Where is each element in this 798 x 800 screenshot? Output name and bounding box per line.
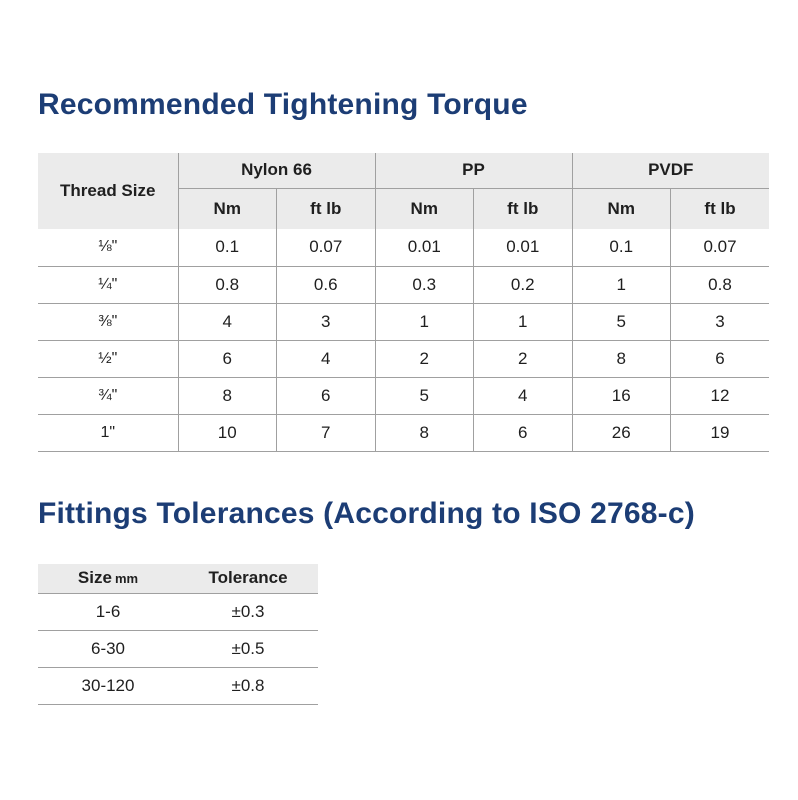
torque-value-cell: 0.07 xyxy=(277,229,376,266)
torque-value-cell: 2 xyxy=(474,340,573,377)
torque-value-cell: 6 xyxy=(178,340,277,377)
torque-value-cell: 5 xyxy=(375,377,474,414)
torque-table-body xyxy=(38,229,769,451)
torque-table-row xyxy=(38,266,769,303)
size-header-label: Size xyxy=(77,568,112,588)
torque-table-header xyxy=(38,153,769,229)
thread-size-cell: ⅜" xyxy=(38,303,178,340)
torque-section-title: Recommended Tightening Torque xyxy=(38,88,528,121)
material-header-pvdf: PVDF xyxy=(572,153,769,188)
torque-table-row xyxy=(38,414,769,451)
torque-table xyxy=(38,153,769,452)
torque-value-cell: 0.1 xyxy=(572,229,671,266)
torque-value-cell: 4 xyxy=(277,340,376,377)
torque-table-row xyxy=(38,377,769,414)
tolerance-value-cell: ±0.5 xyxy=(178,631,318,668)
torque-value-cell: 6 xyxy=(671,340,770,377)
material-header-nylon66: Nylon 66 xyxy=(178,153,375,188)
torque-value-cell: 0.6 xyxy=(277,266,376,303)
torque-value-cell: 8 xyxy=(375,414,474,451)
size-range-cell: 1-6 xyxy=(38,594,178,631)
torque-value-cell: 7 xyxy=(277,414,376,451)
torque-value-cell: 4 xyxy=(474,377,573,414)
unit-header-ftlb: ft lb xyxy=(474,188,573,229)
torque-value-cell: 0.2 xyxy=(474,266,573,303)
thread-size-cell: ¾" xyxy=(38,377,178,414)
unit-header-ftlb: ft lb xyxy=(671,188,770,229)
torque-value-cell: 16 xyxy=(572,377,671,414)
torque-value-cell: 4 xyxy=(178,303,277,340)
unit-header-ftlb: ft lb xyxy=(277,188,376,229)
torque-value-cell: 1 xyxy=(375,303,474,340)
torque-value-cell: 8 xyxy=(572,340,671,377)
material-header-pp: PP xyxy=(375,153,572,188)
size-range-cell: 6-30 xyxy=(38,631,178,668)
tolerance-section-title: Fittings Tolerances (According to ISO 2768-c) xyxy=(38,496,695,530)
torque-value-cell: 5 xyxy=(572,303,671,340)
tolerance-table-header xyxy=(38,564,318,594)
unit-header-nm: Nm xyxy=(572,188,671,229)
torque-value-cell: 26 xyxy=(572,414,671,451)
torque-value-cell: 3 xyxy=(671,303,770,340)
tolerance-header-row xyxy=(38,564,318,594)
thread-size-cell: ⅛" xyxy=(98,238,118,256)
tolerance-table-row xyxy=(38,668,318,705)
tolerance-value-cell: ±0.3 xyxy=(178,594,318,631)
torque-value-cell: 1 xyxy=(572,266,671,303)
tolerance-table-body xyxy=(38,594,318,705)
tolerance-value-cell: ±0.8 xyxy=(178,668,318,705)
torque-table-row xyxy=(38,303,769,340)
tolerance-table-row xyxy=(38,631,318,668)
size-range-cell: 30-120 xyxy=(38,668,178,705)
size-header-cell xyxy=(38,564,178,594)
torque-value-cell: 0.01 xyxy=(474,229,573,266)
torque-value-cell: 0.1 xyxy=(178,229,277,266)
torque-value-cell: 19 xyxy=(671,414,770,451)
size-unit-label: mm xyxy=(114,571,139,587)
tolerance-header-cell: Tolerance xyxy=(178,564,318,594)
thread-size-cell: 1" xyxy=(38,414,178,451)
unit-header-nm: Nm xyxy=(178,188,277,229)
torque-value-cell: 0.8 xyxy=(178,266,277,303)
torque-value-cell: 0.01 xyxy=(375,229,474,266)
torque-value-cell: 0.8 xyxy=(671,266,770,303)
torque-table-row xyxy=(38,340,769,377)
torque-value-cell: 6 xyxy=(277,377,376,414)
unit-header-nm: Nm xyxy=(375,188,474,229)
thread-size-cell: ½" xyxy=(38,340,178,377)
thread-size-cell: ¼" xyxy=(38,266,178,303)
torque-value-cell: 2 xyxy=(375,340,474,377)
torque-value-cell: 12 xyxy=(671,377,770,414)
torque-material-header-row xyxy=(38,153,769,188)
tolerance-table-row xyxy=(38,594,318,631)
torque-value-cell: 10 xyxy=(178,414,277,451)
torque-table-row xyxy=(38,229,769,266)
thread-size-header-cell: Thread Size xyxy=(38,153,178,229)
torque-value-cell: 8 xyxy=(178,377,277,414)
torque-value-cell: 3 xyxy=(277,303,376,340)
torque-value-cell: 0.07 xyxy=(671,229,770,266)
torque-value-cell: 1 xyxy=(474,303,573,340)
torque-value-cell: 6 xyxy=(474,414,573,451)
torque-value-cell: 0.3 xyxy=(375,266,474,303)
tolerance-table xyxy=(38,564,318,706)
